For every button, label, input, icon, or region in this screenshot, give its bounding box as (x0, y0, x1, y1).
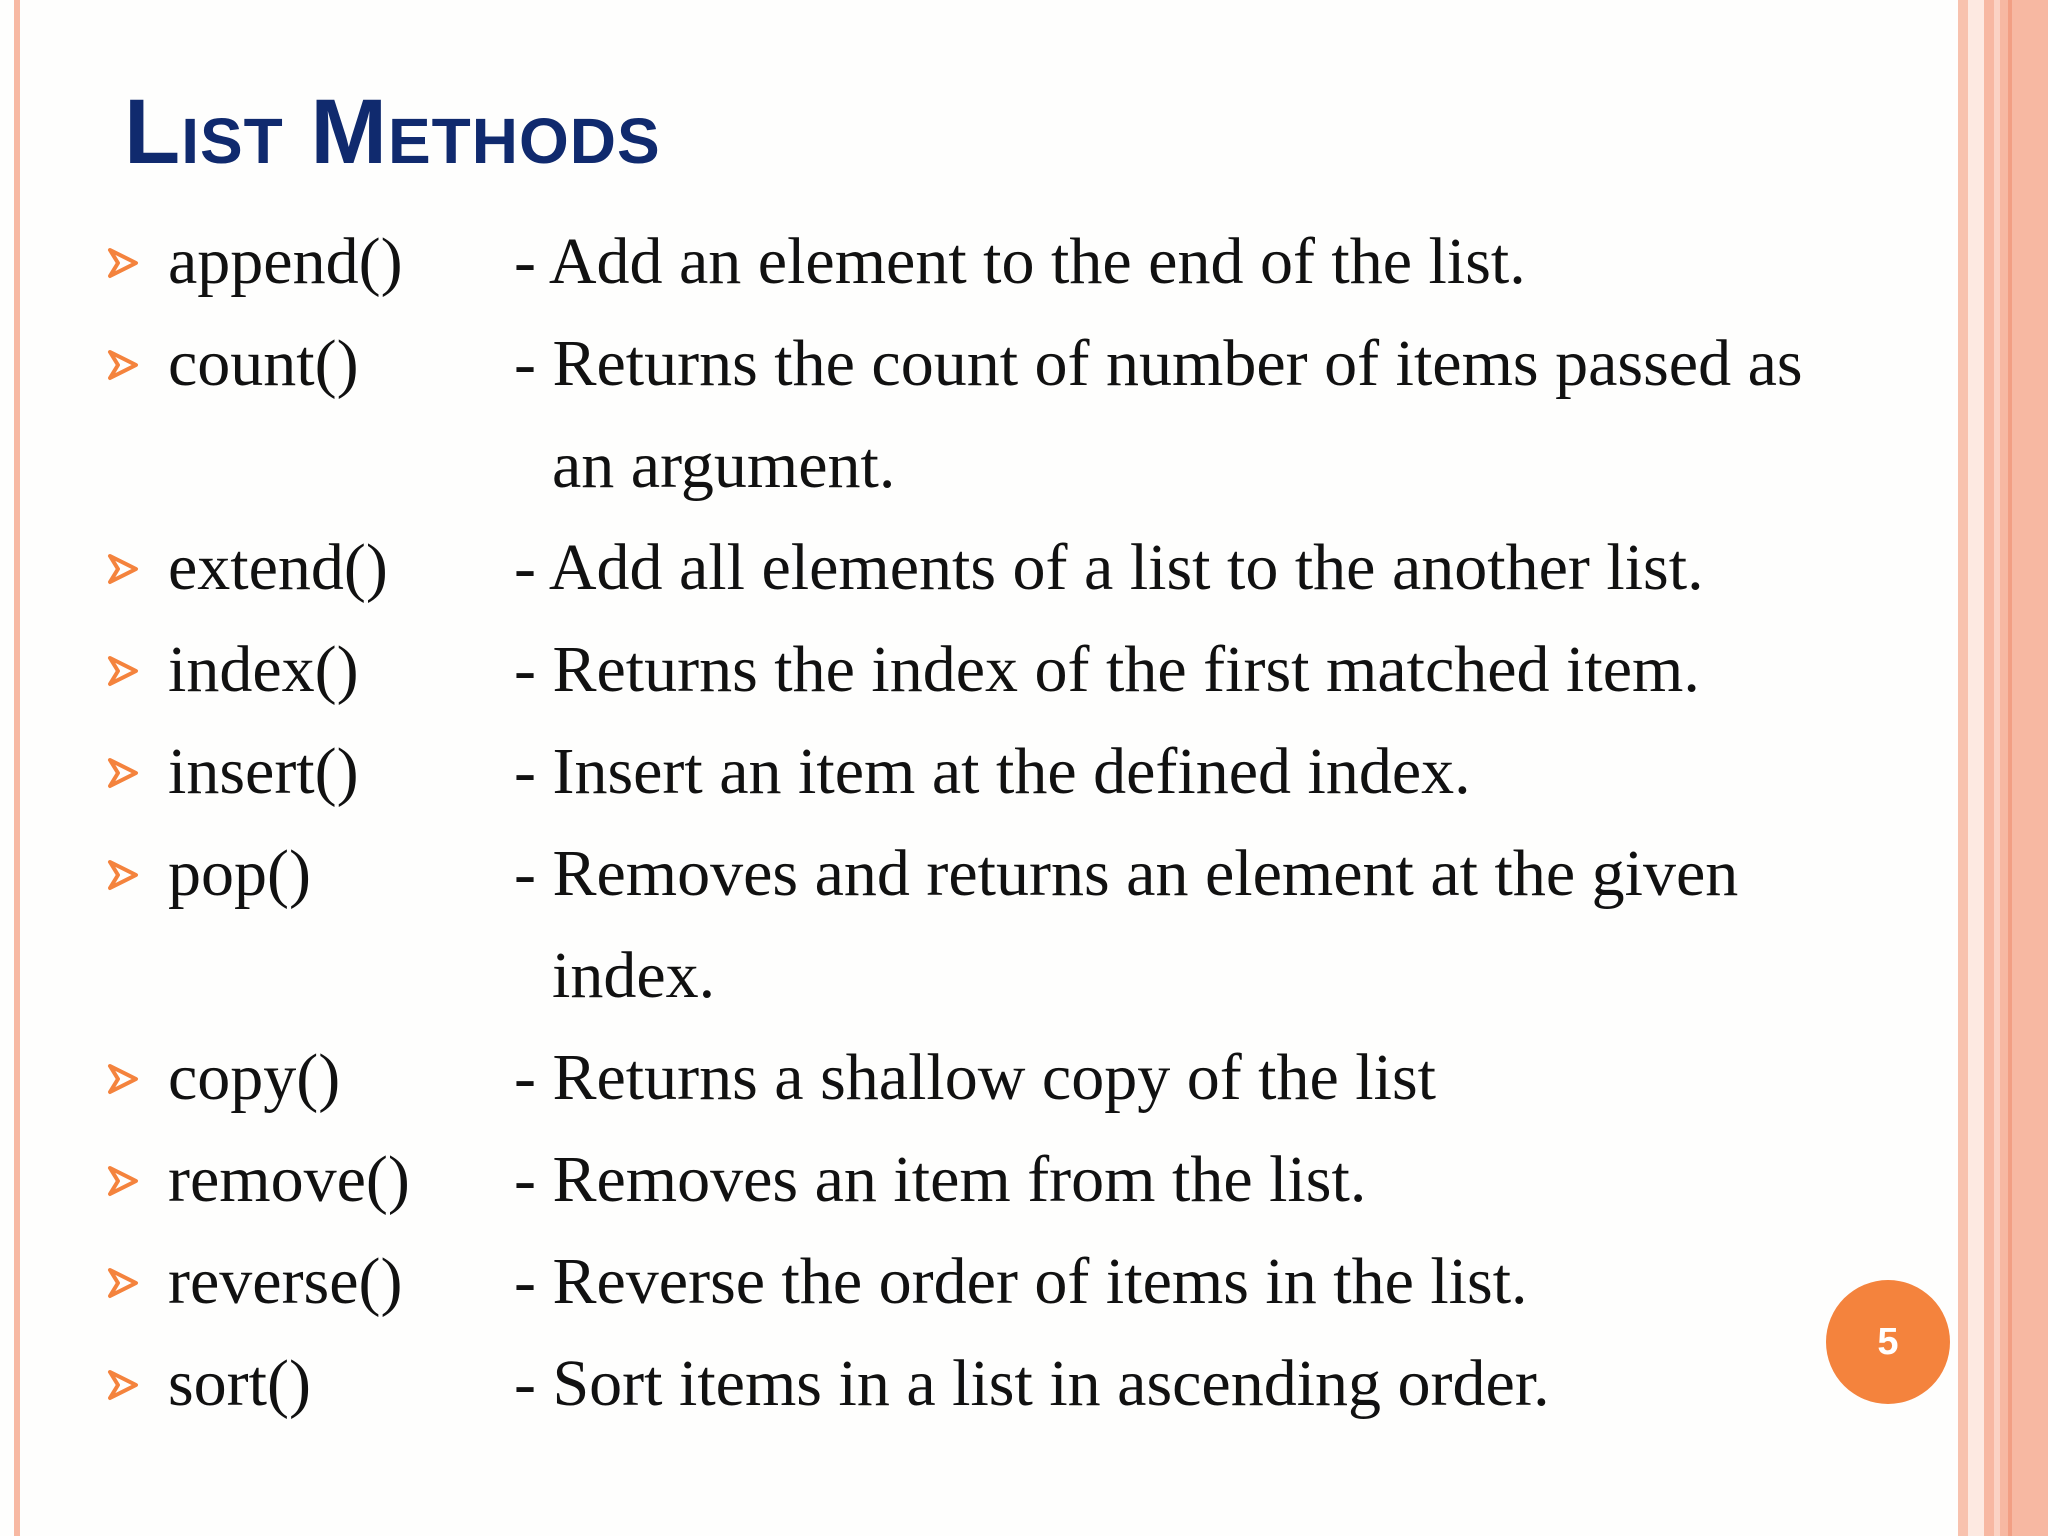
method-name: extend() (168, 531, 388, 604)
description-continuation-text: index. (552, 939, 716, 1012)
method-description: - Add all elements of a list to the another list. (514, 531, 1704, 604)
right-stripe (2008, 0, 2012, 1536)
list-item (0, 1334, 1950, 1434)
slide-title: List Methods (124, 81, 661, 183)
method-name: remove() (168, 1143, 410, 1216)
right-stripe (1968, 0, 1984, 1536)
arrow-bullet-icon (106, 1062, 140, 1096)
list-item (0, 722, 1950, 822)
method-description: - Returns the count of number of items passed as (514, 327, 1803, 400)
page-number-badge: 5 (1826, 1280, 1950, 1404)
method-description: - Add an element to the end of the list. (514, 225, 1526, 298)
list-item (0, 620, 1950, 720)
method-name: count() (168, 327, 359, 400)
arrow-bullet-icon (106, 1368, 140, 1402)
method-name: pop() (168, 837, 311, 910)
description-continuation-text: an argument. (552, 429, 896, 502)
method-description: - Removes an item from the list. (514, 1143, 1367, 1216)
method-description: - Returns the index of the first matched item. (514, 633, 1700, 706)
arrow-bullet-icon (106, 246, 140, 280)
method-name: copy() (168, 1041, 341, 1114)
arrow-bullet-icon (106, 1164, 140, 1198)
arrow-bullet-icon (106, 858, 140, 892)
list-item (0, 314, 1950, 414)
method-name: sort() (168, 1347, 311, 1420)
arrow-bullet-icon (106, 654, 140, 688)
list-item (0, 518, 1950, 618)
method-name: append() (168, 225, 403, 298)
method-description: - Returns a shallow copy of the list (514, 1041, 1437, 1114)
method-description: - Reverse the order of items in the list. (514, 1245, 1528, 1318)
description-continuation (0, 416, 1950, 516)
method-name: index() (168, 633, 359, 706)
list-item (0, 824, 1950, 924)
method-description: - Insert an item at the defined index. (514, 735, 1471, 808)
arrow-bullet-icon (106, 348, 140, 382)
list-item (0, 1232, 1950, 1332)
list-item (0, 212, 1950, 312)
arrow-bullet-icon (106, 552, 140, 586)
method-description: - Removes and returns an element at the given (514, 837, 1739, 910)
list-item (0, 1028, 1950, 1128)
method-description: - Sort items in a list in ascending order. (514, 1347, 1550, 1420)
description-continuation (0, 926, 1950, 1026)
method-name: insert() (168, 735, 359, 808)
method-name: reverse() (168, 1245, 403, 1318)
right-stripe (1994, 0, 2000, 1536)
arrow-bullet-icon (106, 756, 140, 790)
arrow-bullet-icon (106, 1266, 140, 1300)
list-item (0, 1130, 1950, 1230)
right-stripe (1958, 0, 1968, 1536)
